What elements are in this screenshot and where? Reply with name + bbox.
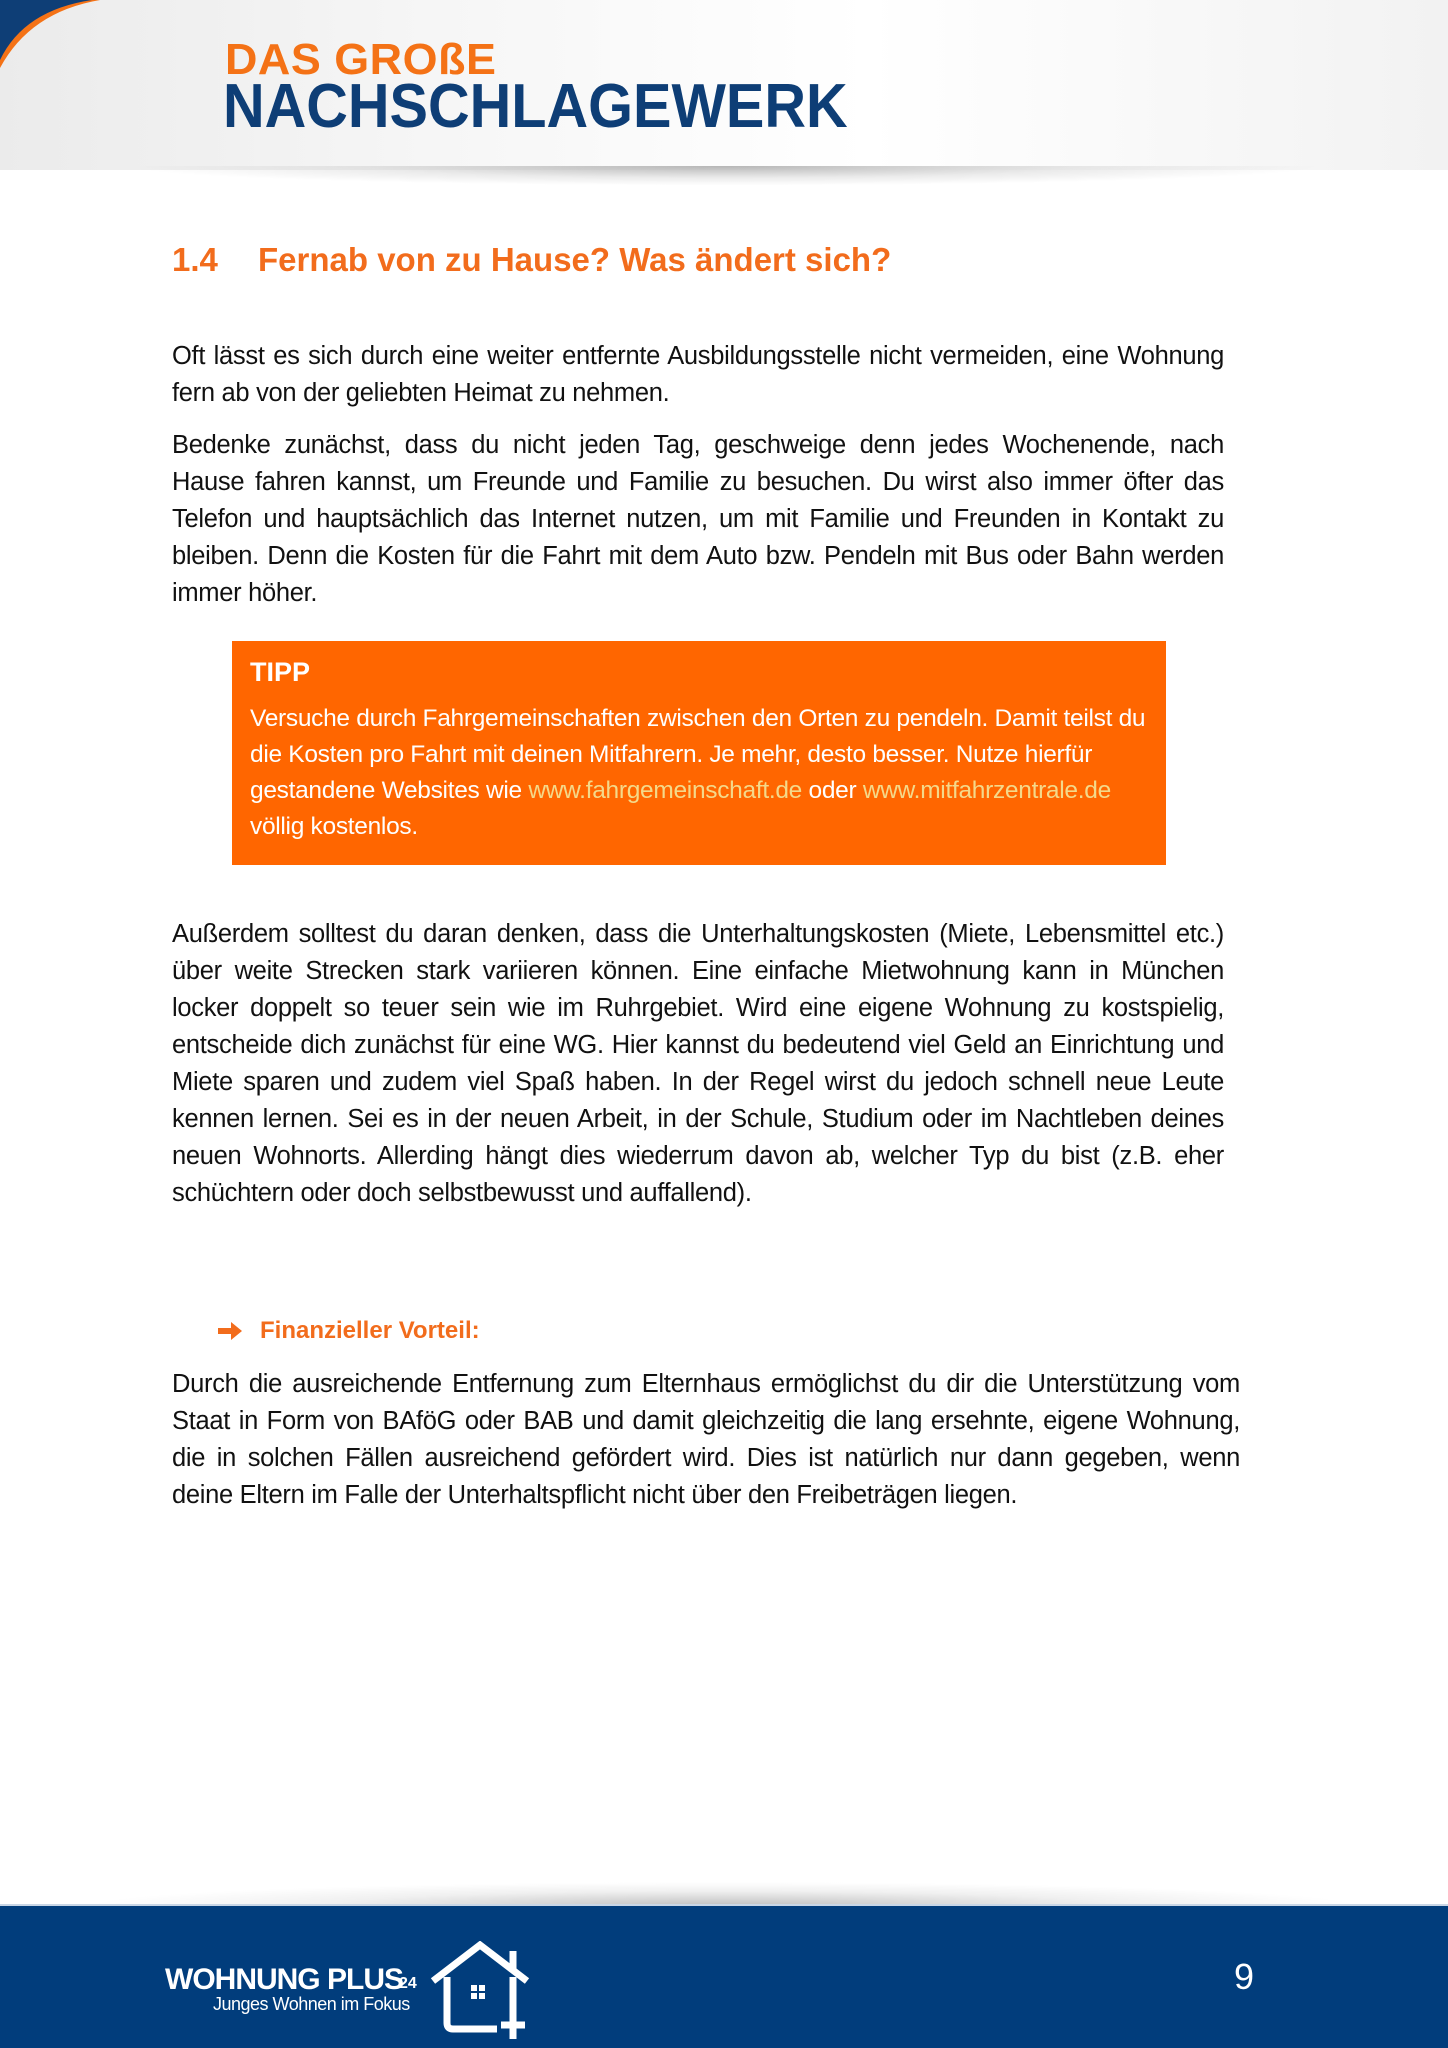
- tip-text-part-1: Versuche durch Fahrgemeinschaften zwischen den Orten zu pendeln. Damit teilst du die Kosten pro Fahrt mit deinen Mitfahrern. Je mehr, desto besser. Nutze hierfür gestandene Websites wie: [250, 705, 1146, 804]
- section-title: [172, 241, 891, 279]
- link-mitfahrzentrale[interactable]: www.mitfahrzentrale.de: [862, 777, 1111, 804]
- paragraph-family-contact: Bedenke zunächst, dass du nicht jeden Tag, geschweige denn jedes Wochenende, nach Hause fahren kannst, um Freunde und Familie zu besuchen. Du wirst also immer öfter das Telefon und hauptsächlich das Internet nutzen, um mit Familie und Freunden in Kontakt zu bleiben. Denn die Kosten für die Fahrt mit dem Auto bzw. Pendeln mit Bus oder Bahn werden immer höher.: [172, 431, 1224, 607]
- tip-text-part-2: oder: [802, 777, 863, 804]
- paragraph-intro: Oft lässt es sich durch eine weiter entfernte Ausbildungsstelle nicht vermeiden, eine Wohnung fern ab von der geliebten Heimat zu nehmen.: [172, 342, 1224, 407]
- page-footer: [0, 1904, 1448, 2048]
- arrow-right-icon: [216, 1319, 244, 1343]
- brand-number: 24: [399, 1975, 417, 1992]
- subheading-label: Finanzieller Vorteil:: [260, 1317, 480, 1344]
- section-title-text: Fernab von zu Hause? Was ändert sich?: [258, 241, 892, 278]
- paragraph-living-costs: Außerdem solltest du daran denken, dass die Unterhaltungskosten (Miete, Lebensmittel etc.) über weite Strecken stark variieren können. Eine einfache Mietwohnung kann in München locker doppelt so teuer sein wie im Ruhrgebiet. Wird eine eigene Wohnung zu kostspielig, entscheide dich zunächst für eine WG. Hier kannst du bedeutend viel Geld an Einrichtung und Miete sparen und zudem viel Spaß haben. In der Regel wirst du jedoch schnell neue Leute kennen lernen. Sei es in der neuen Arbeit, in der Schule, Studium oder im Nachtleben deines neuen Wohnorts. Allerding hängt dies wiederrum davon ab, welcher Typ du bist (z.B. eher schüchtern oder doch selbstbewusst und auffallend).: [172, 920, 1224, 1207]
- paragraph-financial-support: Durch die ausreichende Entfernung zum Elternhaus ermöglichst du dir die Unterstützung vom Staat in Form von BAföG oder BAB und damit gleichzeitig die lang ersehnte, eigene Wohnung, die in solchen Fällen ausreichend gefördert wird. Dies ist natürlich nur dann gegeben, wenn deine Eltern im Falle der Unterhaltspflicht nicht über den Freibeträgen liegen.: [172, 1370, 1240, 1509]
- logo-line-2: NACHSCHLAGEWERK: [223, 72, 848, 141]
- link-fahrgemeinschaft[interactable]: www.fahrgemeinschaft.de: [528, 777, 802, 804]
- corner-swoosh-decoration: [0, 0, 120, 80]
- footer-logo: [165, 1941, 585, 2041]
- footer-shadow: [0, 1876, 1448, 1906]
- header-shadow: [0, 166, 1448, 192]
- logo-line-1: DAS GROßE: [225, 35, 497, 84]
- page-header: [0, 0, 1448, 170]
- tip-box: [232, 641, 1166, 865]
- tip-text: [250, 701, 1148, 845]
- brand-name: WOHNUNG PLUS: [165, 1963, 403, 1996]
- brand-tagline: Junges Wohnen im Fokus: [213, 1994, 410, 2014]
- tip-text-part-3: völlig kostenlos.: [250, 813, 418, 840]
- tip-title: TIPP: [250, 657, 311, 687]
- subheading-financial-advantage: [216, 1317, 480, 1345]
- section-number: 1.4: [172, 241, 218, 278]
- house-icon: [425, 1941, 535, 2041]
- page-number: 9: [1234, 1956, 1255, 1997]
